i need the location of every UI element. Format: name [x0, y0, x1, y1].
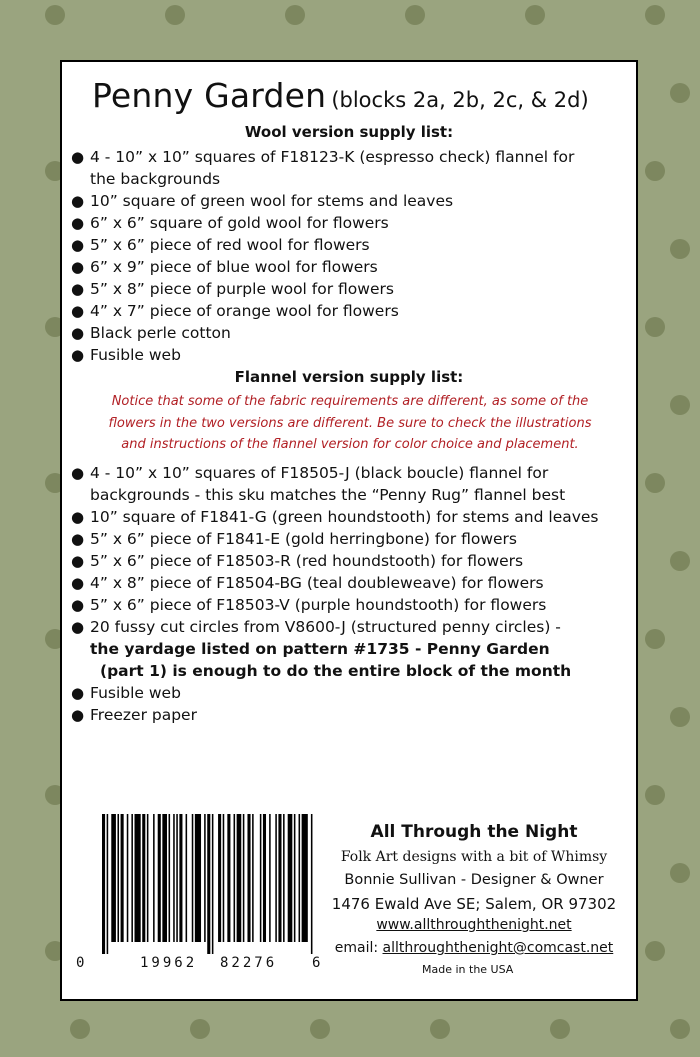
polka-dot [165, 5, 185, 25]
barcode-bar [311, 814, 313, 954]
polka-dot [670, 239, 690, 259]
polka-dot [70, 1019, 90, 1039]
polka-dot [645, 317, 665, 337]
bullet-icon: ● [71, 302, 85, 320]
barcode-bar [127, 814, 129, 942]
barcode-bar [247, 814, 250, 942]
barcode-bar [207, 814, 210, 954]
wool-heading: Wool version supply list: [244, 123, 454, 141]
notice-line: flowers in the two versions are different. Be sure to check the illustrations [108, 415, 592, 431]
title-sub: (blocks 2a, 2b, 2c, & 2d) [331, 88, 589, 112]
list-item-text: 6” x 9” piece of blue wool for flowers [90, 258, 378, 276]
list-item [66, 682, 599, 704]
supply-list-card [60, 60, 638, 1001]
bullet-icon: ● [71, 236, 85, 254]
list-item-text: Fusible web [90, 684, 181, 702]
notice-line: and instructions of the flannel version for color choice and placement. [121, 437, 579, 452]
barcode-digit-right: 6 [312, 955, 321, 971]
barcode-bar [278, 814, 281, 942]
barcode-bar [179, 814, 182, 942]
company-name: All Through the Night [370, 822, 578, 842]
barcode-bar [243, 814, 245, 942]
barcode-bar [186, 814, 188, 942]
barcode-bar [111, 814, 116, 942]
polka-dot [285, 5, 305, 25]
barcode-bar [102, 814, 105, 954]
barcode-bar [169, 814, 171, 942]
barcode-bar [135, 814, 141, 942]
list-item-text: backgrounds - this sku matches the “Penny Rug” flannel best [90, 486, 566, 504]
barcode-digit-left: 0 [76, 955, 85, 971]
polka-dot [645, 473, 665, 493]
list-item [66, 616, 599, 682]
barcode-bar [234, 814, 236, 942]
made-in-usa: Made in the USA [422, 963, 514, 976]
polka-dot [430, 1019, 450, 1039]
list-item [66, 322, 574, 344]
list-item [66, 300, 574, 322]
list-item-text: 4 - 10” x 10” squares of F18505-J (black boucle) flannel for [90, 464, 549, 482]
list-item [66, 550, 599, 572]
barcode-digits-1: 19962 [140, 955, 198, 971]
barcode-bar [218, 814, 221, 942]
barcode-bar [192, 814, 194, 942]
list-item-text: 10” square of green wool for stems and leaves [90, 192, 454, 210]
yardage-note: the yardage listed on pattern #1735 - Penny Garden [90, 640, 550, 658]
barcode-bar [260, 814, 262, 942]
polka-dot [670, 83, 690, 103]
list-item [66, 256, 574, 278]
barcode-bar [283, 814, 285, 942]
barcode-bar [195, 814, 201, 942]
polka-dot [670, 707, 690, 727]
bullet-icon: ● [71, 508, 85, 526]
bullet-icon: ● [71, 574, 85, 592]
list-item [66, 212, 574, 234]
polka-dot [645, 785, 665, 805]
list-item-text: 5” x 8” piece of purple wool for flowers [90, 280, 394, 298]
list-item [66, 190, 574, 212]
polka-dot [310, 1019, 330, 1039]
polka-dot [645, 5, 665, 25]
flannel-heading: Flannel version supply list: [234, 368, 464, 386]
list-item [66, 594, 599, 616]
bullet-icon: ● [71, 684, 85, 702]
barcode-bar [237, 814, 242, 942]
barcode-bar [223, 814, 225, 942]
list-item-text: 5” x 6” piece of F18503-V (purple houndstooth) for flowers [90, 596, 547, 614]
polka-dot [645, 941, 665, 961]
email-label: email: [334, 940, 383, 956]
barcode-bar [176, 814, 178, 942]
barcode-bar [294, 814, 296, 942]
notice-line: Notice that some of the fabric requirements are different, as some of the [111, 394, 589, 409]
barcode-bar [153, 814, 155, 942]
flannel-supply-list [66, 462, 599, 726]
list-item [66, 462, 599, 506]
list-item-text: 5” x 6” piece of red wool for flowers [90, 236, 370, 254]
list-item-text: the backgrounds [90, 170, 221, 188]
polka-dot [45, 5, 65, 25]
list-item [66, 506, 599, 528]
bullet-icon: ● [71, 346, 85, 364]
list-item-text: 6” x 6” square of gold wool for flowers [90, 214, 389, 232]
barcode-bar [212, 814, 214, 954]
barcode-bar [162, 814, 167, 942]
barcode-bar [117, 814, 119, 942]
polka-dot [405, 5, 425, 25]
bullet-icon: ● [71, 258, 85, 276]
company-address: 1476 Ewald Ave SE; Salem, OR 97302 [331, 895, 617, 913]
list-item-text: Freezer paper [90, 706, 197, 724]
list-item [66, 146, 574, 190]
polka-dot [670, 395, 690, 415]
barcode-bar [158, 814, 161, 942]
barcode-bar [302, 814, 308, 942]
title-main: Penny Garden [92, 76, 327, 115]
barcode-bar [252, 814, 254, 942]
list-item [66, 572, 599, 594]
list-item-text: 4 - 10” x 10” squares of F18123-K (espresso check) flannel for [90, 148, 575, 166]
barcode-bar [107, 814, 109, 954]
barcode-bar [142, 814, 145, 942]
list-item-text: 20 fussy cut circles from V8600-J (structured penny circles) - [90, 618, 561, 636]
bullet-icon: ● [71, 280, 85, 298]
polka-dot [670, 863, 690, 883]
list-item-text: 4” x 7” piece of orange wool for flowers [90, 302, 399, 320]
list-item-text: Fusible web [90, 346, 181, 364]
barcode-bar [131, 814, 133, 942]
bullet-icon: ● [71, 148, 85, 166]
list-item-text: Black perle cotton [90, 324, 231, 342]
company-designer: Bonnie Sullivan - Designer & Owner [344, 872, 604, 888]
polka-dot [670, 1019, 690, 1039]
bullet-icon: ● [71, 618, 85, 636]
polka-dot [190, 1019, 210, 1039]
bullet-icon: ● [71, 324, 85, 342]
list-item-text: 4” x 8” piece of F18504-BG (teal doubleweave) for flowers [90, 574, 544, 592]
barcode-bar [147, 814, 149, 942]
polka-dot [670, 551, 690, 571]
barcode-bar [288, 814, 293, 942]
bullet-icon: ● [71, 464, 85, 482]
bullet-icon: ● [71, 192, 85, 210]
bullet-icon: ● [71, 552, 85, 570]
list-item-text: 5” x 6” piece of F18503-R (red houndstooth) for flowers [90, 552, 524, 570]
list-item [66, 528, 599, 550]
barcode-bar [173, 814, 175, 942]
bullet-icon: ● [71, 596, 85, 614]
wool-supply-list [66, 146, 574, 366]
email-address[interactable]: allthroughthenight@comcast.net [382, 940, 614, 956]
bullet-icon: ● [71, 706, 85, 724]
list-item [66, 344, 574, 366]
polka-dot [645, 629, 665, 649]
polka-dot [645, 161, 665, 181]
upc-barcode [92, 814, 324, 954]
list-item [66, 278, 574, 300]
list-item-text: 10” square of F1841-G (green houndstooth) for stems and leaves [90, 508, 599, 526]
list-item-text: 5” x 6” piece of F1841-E (gold herringbone) for flowers [90, 530, 517, 548]
barcode-bar [121, 814, 124, 942]
yardage-note: (part 1) is enough to do the entire block of the month [100, 662, 572, 680]
barcode-bar [299, 814, 301, 942]
barcode-bar [227, 814, 230, 942]
barcode-digits-2: 82276 [220, 955, 278, 971]
list-item [66, 704, 599, 726]
barcode-bar [275, 814, 277, 942]
list-item [66, 234, 574, 256]
barcode-bar [204, 814, 206, 942]
barcode-bar [263, 814, 266, 942]
page-title [92, 76, 589, 115]
flannel-notice [72, 391, 628, 456]
company-email [324, 940, 624, 956]
barcode-bar [269, 814, 271, 942]
company-tagline: Folk Art designs with a bit of Whimsy [340, 849, 608, 865]
bullet-icon: ● [71, 530, 85, 548]
company-website[interactable]: www.allthroughthenight.net [376, 917, 572, 933]
bullet-icon: ● [71, 214, 85, 232]
polka-dot [550, 1019, 570, 1039]
polka-dot [525, 5, 545, 25]
